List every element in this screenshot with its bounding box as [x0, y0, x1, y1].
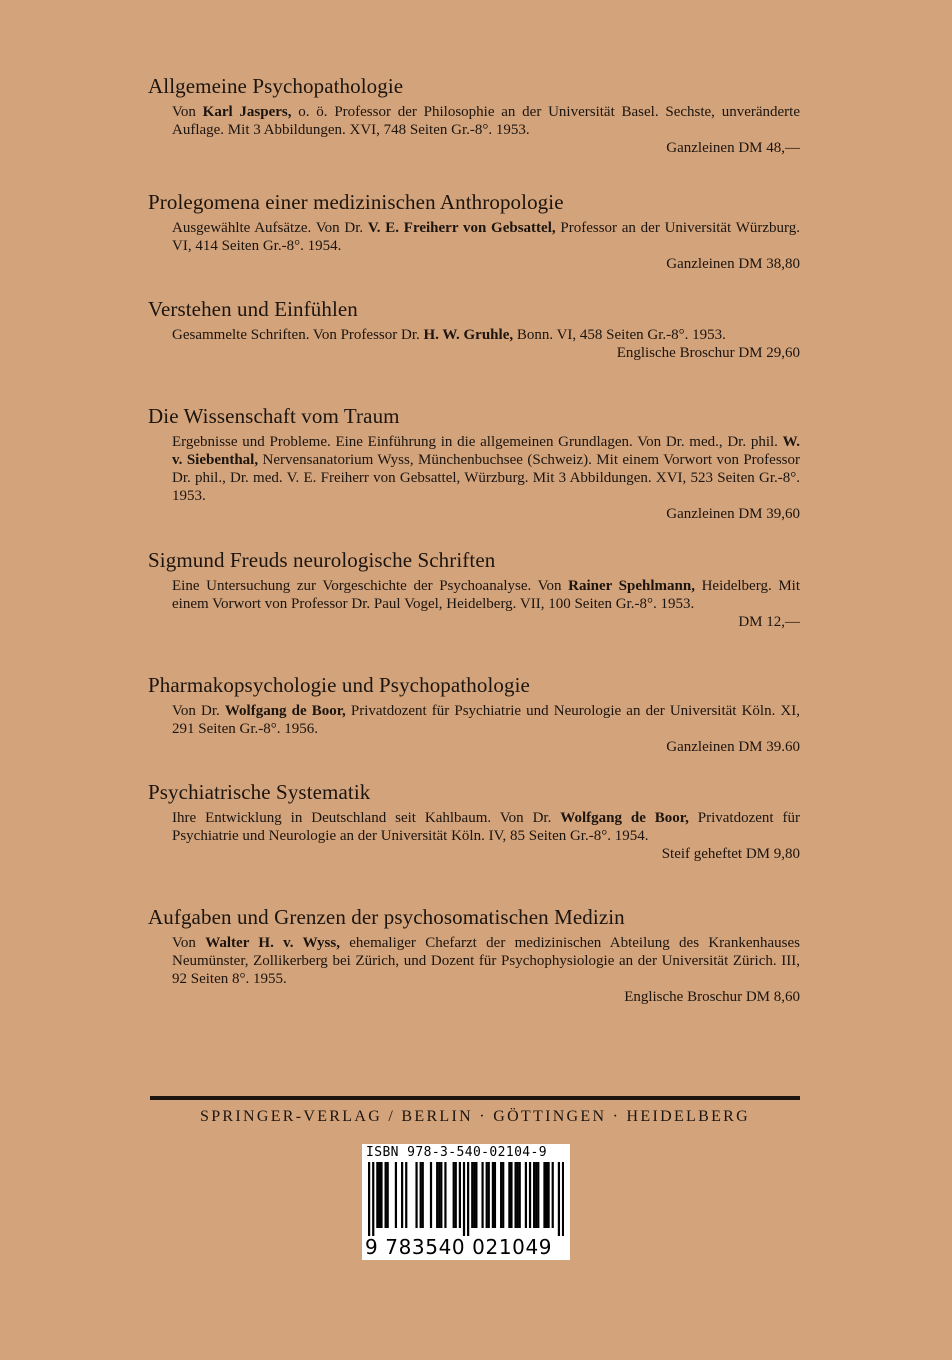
barcode-bar [481, 1162, 483, 1228]
book-description-text: Nervensanatorium Wyss, Münchenbuchsee (Schweiz). Mit einem Vorwort von Professor Dr. phil., Dr. med. V. E. Freiherr von Gebsattel, Würzburg. Mit 3 Abbildungen. XVI, 523 Seiten Gr.-8°. 1953. [172, 452, 801, 504]
book-description-text: Professor an der Universität Würzburg. VI, 414 Seiten Gr.-8°. 1954. [172, 220, 800, 254]
book-description-text: Bonn. VI, 458 Seiten Gr.-8°. 1953. [513, 327, 726, 343]
barcode-bar [525, 1162, 527, 1228]
barcode-bar [529, 1162, 531, 1228]
barcode-bar [376, 1162, 378, 1228]
book-entry [148, 905, 800, 1006]
book-description [172, 702, 800, 738]
book-title: Verstehen und Einfühlen [148, 297, 358, 321]
book-title: Allgemeine Psychopathologie [148, 74, 404, 98]
barcode-bar [519, 1162, 521, 1228]
book-title: Sigmund Freuds neurologische Schriften [148, 548, 496, 572]
book-description-text: Heidelberg. Mit einem Vorwort von Professor Dr. Paul Vogel, Heidelberg. VII, 100 Seiten Gr.-8°. 1953. [172, 578, 800, 612]
barcode-bar [492, 1162, 494, 1228]
book-entry [148, 673, 800, 756]
book-author: V. E. Freiherr von Gebsattel, [367, 220, 556, 236]
book-description-text: Ausgewählte Aufsätze. Von Dr. [172, 220, 368, 236]
book-entry [148, 780, 800, 863]
book-entry [148, 548, 800, 631]
barcode-bar [533, 1162, 535, 1228]
book-price: Ganzleinen DM 39.60 [666, 739, 800, 755]
barcode-bar [440, 1162, 442, 1228]
barcode-bar [378, 1162, 380, 1228]
book-price: Ganzleinen DM 48,— [666, 140, 800, 156]
book-title: Aufgaben und Grenzen der psychosomatischen Medizin [148, 905, 625, 929]
barcode-bar [473, 1162, 475, 1228]
barcode-bar [500, 1162, 502, 1228]
book-description-text: Von [172, 104, 203, 120]
barcode-bar [494, 1162, 496, 1228]
barcode-bar [405, 1162, 407, 1228]
barcode-bar [422, 1162, 424, 1228]
book-author: Karl Jaspers, [202, 104, 292, 120]
book-author: Rainer Spehlmann, [568, 578, 695, 594]
book-author: Walter H. v. Wyss, [205, 935, 340, 951]
book-description-text: ehemaliger Chefarzt der medizinischen Abteilung des Krankenhauses Neumünster, Zollikerberg bei Zürich, und Dozent für Psychophysiologie an der Universität Zürich. III, 92 Seiten 8°. 1955. [172, 935, 800, 987]
barcode-bar [486, 1162, 488, 1228]
book-description-text: Ergebnisse und Probleme. Eine Einführung in die allgemeinen Grundlagen. Von Dr. med., Dr. phil. [172, 434, 783, 450]
book-description-text: Gesammelte Schriften. Von Professor Dr. [172, 327, 424, 343]
book-description [172, 326, 800, 344]
book-title: Prolegomena einer medizinischen Anthropologie [148, 190, 564, 214]
book-description-text: Privatdozent für Psychiatrie und Neurologie an der Universität Köln. IV, 85 Seiten Gr.-8°. 1954. [172, 810, 800, 844]
book-title: Die Wissenschaft vom Traum [148, 404, 400, 428]
barcode-bar [444, 1162, 446, 1228]
barcode-bar [517, 1162, 519, 1228]
book-author: Wolfgang de Boor, [224, 703, 346, 719]
book-price: Englische Broschur DM 29,60 [616, 345, 800, 361]
book-description-text: Von Dr. [172, 703, 225, 719]
book-description [172, 103, 800, 139]
barcode-bar [387, 1162, 389, 1228]
book-price: Englische Broschur DM 8,60 [624, 989, 800, 1005]
barcode-bar [385, 1162, 387, 1228]
book-author: Wolfgang de Boor, [560, 810, 689, 826]
book-description-text: Eine Untersuchung zur Vorgeschichte der Psychoanalyse. Von [172, 578, 569, 594]
barcode-bar [420, 1162, 422, 1228]
book-price: Ganzleinen DM 38,80 [666, 256, 800, 272]
barcode-bar [372, 1162, 374, 1236]
ean-number: 9 783540 021049 [365, 1235, 553, 1259]
book-title: Pharmakopsychologie und Psychopathologie [148, 673, 530, 697]
book-description [172, 433, 800, 505]
barcode-bar [463, 1162, 465, 1236]
barcode-bar [537, 1162, 539, 1228]
publisher-line: SPRINGER-VERLAG / BERLIN · GÖTTINGEN · HEIDELBERG [200, 1108, 750, 1125]
barcode-bar [438, 1162, 440, 1228]
barcode-bar [401, 1162, 403, 1228]
book-author: W. v. Siebenthal, [172, 434, 800, 468]
barcode-bar [547, 1162, 549, 1228]
book-price: Steif geheftet DM 9,80 [661, 846, 800, 862]
barcode-bar [488, 1162, 490, 1228]
book-entry [148, 404, 800, 523]
divider-rule [150, 1096, 800, 1100]
book-description [172, 219, 800, 255]
barcode-bar [467, 1162, 469, 1236]
barcode-bar [514, 1162, 516, 1228]
barcode-bar [510, 1162, 512, 1228]
barcode-bar [395, 1162, 397, 1228]
isbn-barcode [362, 1144, 570, 1260]
book-price: DM 12,— [738, 614, 800, 630]
book-description [172, 809, 800, 845]
book-description [172, 934, 800, 988]
barcode-bar [380, 1162, 382, 1228]
barcode-bar [430, 1162, 432, 1228]
book-description-text: Privatdozent für Psychiatrie und Neurologie an der Universität Köln. XI, 291 Seiten Gr.-8°. 1956. [172, 703, 800, 737]
book-description-text: Von [172, 935, 206, 951]
book-title: Psychiatrische Systematik [148, 780, 371, 804]
barcode-bar [475, 1162, 477, 1228]
barcode-bar [502, 1162, 504, 1228]
barcode-bar [436, 1162, 438, 1228]
book-price: Ganzleinen DM 39,60 [666, 506, 800, 522]
isbn-label: ISBN 978-3-540-02104-9 [366, 1145, 547, 1160]
book-entry [148, 74, 800, 157]
barcode-bar [508, 1162, 510, 1228]
book-description-text: Ihre Entwicklung in Deutschland seit Kahlbaum. Von Dr. [172, 810, 561, 826]
barcode-bar [552, 1162, 554, 1228]
barcode-bar [535, 1162, 537, 1228]
barcode-bar [562, 1162, 564, 1236]
barcode-bar [545, 1162, 547, 1228]
barcode-bar [543, 1162, 545, 1228]
book-entry [148, 297, 800, 362]
barcode-bar [415, 1162, 417, 1228]
barcode-bar [459, 1162, 461, 1228]
barcode-bar [471, 1162, 473, 1228]
barcode-bar [455, 1162, 457, 1228]
book-author: H. W. Gruhle, [423, 327, 514, 343]
barcode-icon [368, 1162, 564, 1236]
book-description [172, 577, 800, 613]
book-entry [148, 190, 800, 273]
barcode-bar [453, 1162, 455, 1228]
barcode-bar [368, 1162, 370, 1236]
book-description-text: o. ö. Professor der Philosophie an der Universität Basel. Sechste, unveränderte Auflage. Mit 3 Abbildungen. XVI, 748 Seiten Gr.-8°. 1953. [172, 104, 800, 138]
barcode-bar [558, 1162, 560, 1236]
